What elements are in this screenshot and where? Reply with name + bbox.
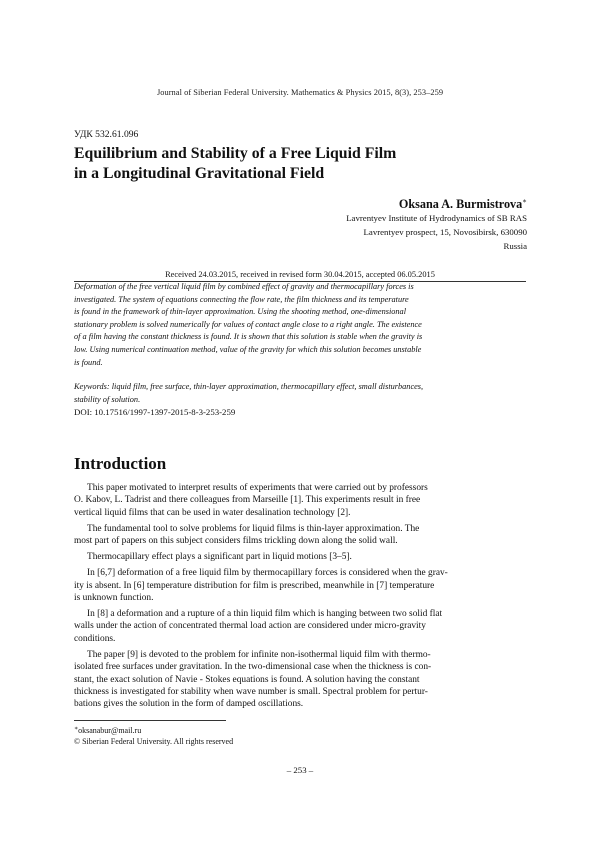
- affiliation-line: Lavrentyev Institute of Hydrodynamics of SB RAS: [346, 213, 527, 223]
- author-footnote-mark: ∗: [522, 197, 527, 205]
- abstract-line: low. Using numerical continuation method, value of the gravity for which this solution becomes unstable: [74, 344, 422, 354]
- text-line: is unknown function.: [74, 593, 154, 604]
- text-line: The fundamental tool to solve problems for liquid films is thin-layer approximation. The: [87, 523, 420, 534]
- text-line: ity is absent. In [6] temperature distribution for film is prescribed, meanwhile in [7] temperature: [74, 580, 435, 591]
- title-line: in a Longitudinal Gravitational Field: [74, 165, 325, 182]
- footnotes: [74, 724, 233, 747]
- footnote-email: [74, 724, 233, 736]
- text-line: walls under the action of concentrated thermal load action are considered under micro-gravity: [74, 621, 426, 632]
- author-name-text: Oksana A. Burmistrova: [398, 197, 523, 211]
- text-line: O. Kabov, L. Tadrist and there colleagues from Marseille [1]. This experiments result in free: [74, 495, 421, 506]
- abstract-line: of a film having the constant thickness is found. It is shown that this solution is stable when the gravity is: [74, 332, 423, 342]
- text-line: thickness is investigated for stability when wave number is small. Spectral problem for pertur-: [74, 687, 428, 698]
- abstract-line: Deformation of the free vertical liquid film by combined effect of gravity and thermocapillary forces is: [74, 282, 414, 291]
- text-line: The paper [9] is devoted to the problem for infinite non-isothermal liquid film with thermo-: [87, 649, 431, 660]
- abstract-line: investigated. The system of equations connecting the flow rate, the film thickness and its temperature: [74, 294, 409, 304]
- abstract: [74, 281, 526, 369]
- author-name: [399, 197, 527, 212]
- footnote-copyright: © Siberian Federal University. All rights reserved: [74, 737, 234, 746]
- abstract-line: is found in the framework of thin-layer approximation. Using the shooting method, one-dimensional: [74, 307, 407, 317]
- keywords: [74, 381, 526, 406]
- text-line: Thermocapillary effect plays a significant part in liquid motions [3–5].: [87, 552, 352, 563]
- affiliation: [346, 211, 527, 253]
- text-line: conditions.: [74, 633, 116, 644]
- affiliation-line: Lavrentyev prospect, 15, Novosibirsk, 630090: [363, 227, 527, 237]
- paragraph: [74, 482, 526, 519]
- footnote-mark: ∗: [74, 726, 79, 732]
- paragraph: [74, 567, 526, 604]
- keywords-line: stability of solution.: [74, 394, 141, 404]
- paragraph: [74, 551, 526, 563]
- body-text: [74, 482, 526, 714]
- udk-code: УДК 532.61.096: [74, 129, 139, 140]
- paragraph: [74, 649, 526, 711]
- text-line: vertical liquid films that can be used in water desalination technology [2].: [74, 507, 351, 518]
- text-line: This paper motivated to interpret results of experiments that were carried out by professors: [87, 483, 428, 493]
- abstract-line: stationary problem is solved numerically for values of contact angle close to a right angle. The existence: [74, 319, 422, 329]
- title-line: Equilibrium and Stability of a Free Liquid Film: [74, 145, 397, 162]
- received-dates: Received 24.03.2015, received in revised form 30.04.2015, accepted 06.05.2015: [165, 270, 435, 279]
- text-line: stant, the exact solution of Navie - Stokes equations is found. A solution having the constant: [74, 674, 420, 685]
- paragraph: [74, 608, 526, 645]
- text-line: In [6,7] deformation of a free liquid film by thermocapillary forces is considered when the grav-: [87, 568, 448, 579]
- keywords-line: Keywords: liquid film, free surface, thin-layer approximation, thermocapillary effect, small disturbances,: [74, 382, 424, 391]
- running-head: Journal of Siberian Federal University. Mathematics & Physics 2015, 8(3), 253–259: [156, 88, 444, 97]
- paper-title: [74, 144, 396, 184]
- affiliation-line: Russia: [503, 241, 527, 251]
- section-heading-introduction: Introduction: [74, 454, 167, 473]
- page-number: – 253 –: [286, 765, 314, 775]
- footnote-rule: [74, 720, 226, 721]
- text-line: In [8] a deformation and a rupture of a thin liquid film which is hanging between two solid flat: [87, 609, 443, 620]
- text-line: bations gives the solution in the form of damped oscillations.: [74, 699, 304, 710]
- text-line: most part of papers on this subject considers films trickling down along the solid wall.: [74, 536, 398, 547]
- text-line: isolated free surfaces under gravitation. In the two-dimensional case when the thickness is con-: [74, 662, 432, 673]
- abstract-line: is found.: [74, 357, 103, 367]
- email-text: oksanabur@mail.ru: [78, 726, 142, 735]
- doi: DOI: 10.17516/1997-1397-2015-8-3-253-259: [74, 407, 236, 417]
- paragraph: [74, 523, 526, 548]
